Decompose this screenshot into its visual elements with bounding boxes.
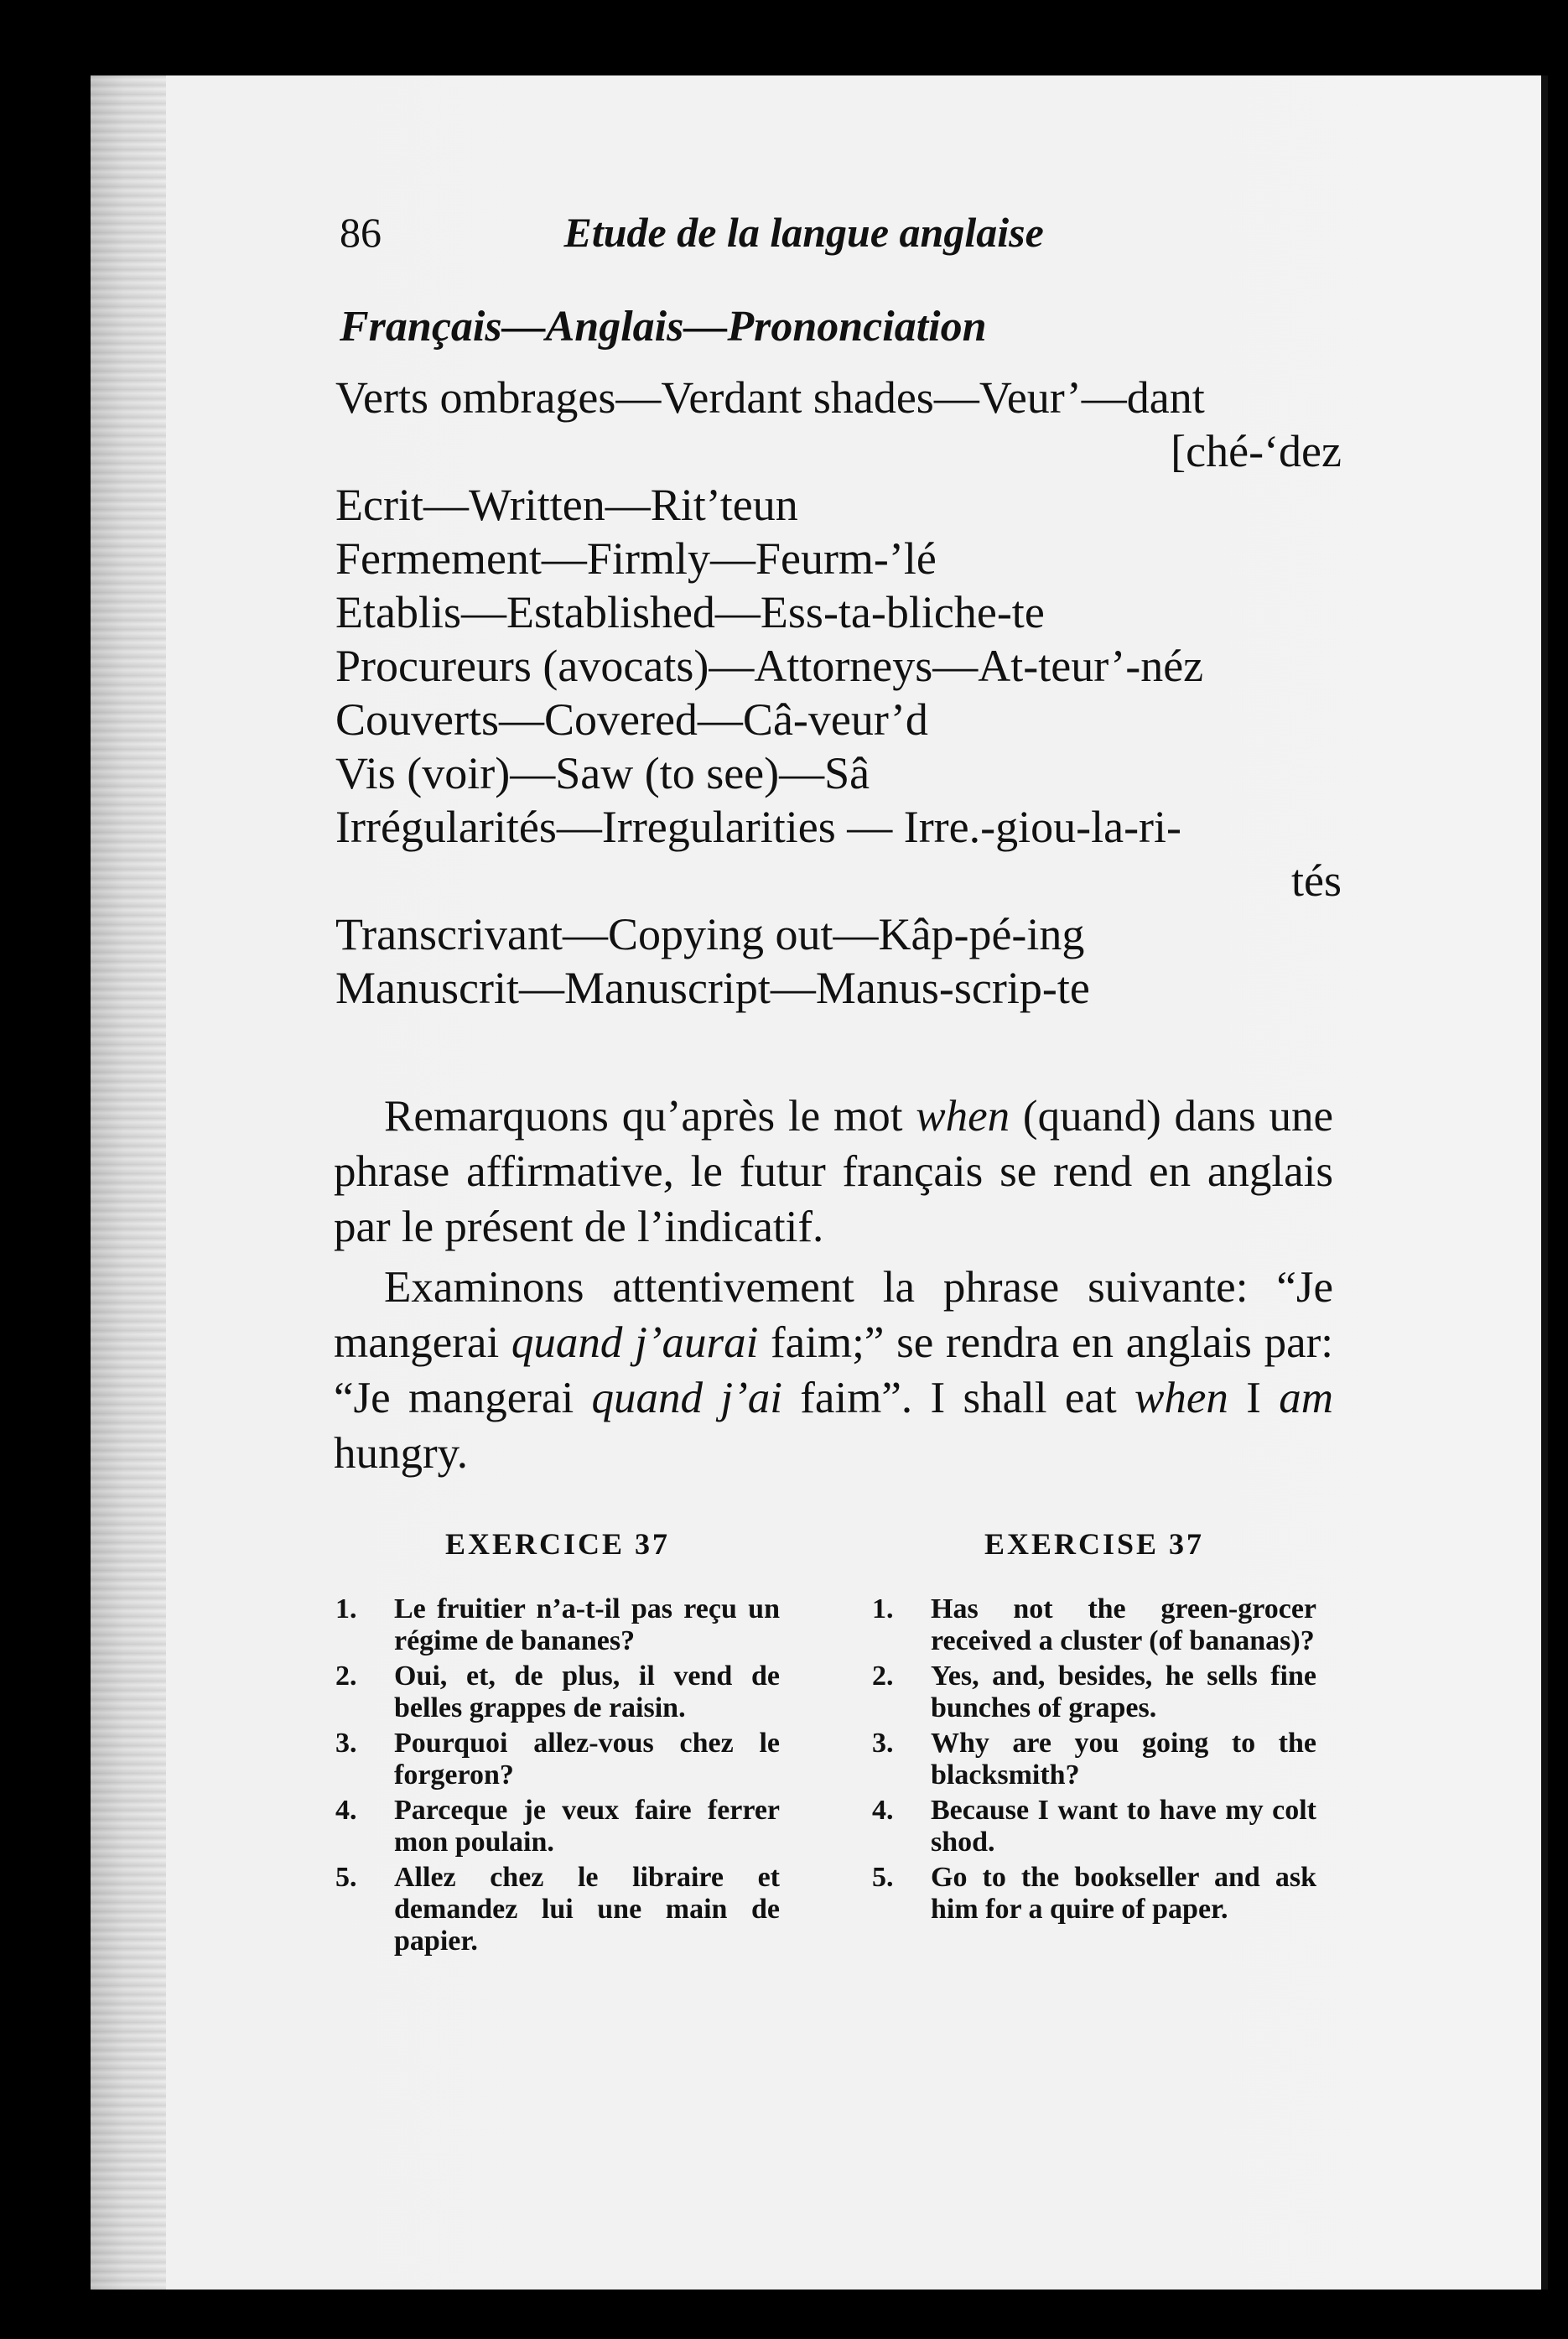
vocab-line: Etablis—Established—Ess-ta-bliche-te: [335, 587, 1045, 637]
vocab-line: Transcrivant—Copying out—Kâp-pé-ing: [335, 909, 1085, 959]
exercise-item: 4. Because I want to have my colt shod.: [872, 1795, 1316, 1858]
vocab-line: Vis (voir)—Saw (to see)—Sâ: [335, 748, 870, 798]
exercise-item: 2. Oui, et, de plus, il vend de belles grappes de raisin.: [335, 1661, 780, 1723]
vocabulary-list: [335, 371, 1342, 1015]
paragraph-remarque: Remarquons qu’après le mot when (quand) dans une phrase affirmative, le futur français se rend en anglais par le présent de l’indicatif.: [334, 1092, 1333, 1251]
exercise-item: 3. Pourquoi allez-vous chez le forgeron?: [335, 1728, 780, 1791]
exercise-item: 4. Parceque je veux faire ferrer mon poulain.: [335, 1795, 780, 1858]
exercise-item: 5. Allez chez le libraire et demandez lui une main de papier.: [335, 1862, 780, 1957]
section-heading: Français—Anglais—Prononciation: [340, 303, 987, 351]
exercise-french-heading: EXERCICE 37: [444, 1527, 671, 1561]
vocab-line: Procureurs (avocats)—Attorneys—At-teur’-néz: [335, 641, 1204, 691]
vocab-line: Manuscrit—Manuscript—Manus-scrip-te: [335, 963, 1090, 1013]
exercise-item: 3. Why are you going to the blacksmith?: [872, 1728, 1316, 1791]
exercise-item: 1. Le fruitier n’a-t-il pas reçu un régime de bananes?: [335, 1593, 780, 1656]
paragraph-examinons: Examinons attentivement la phrase suivante: “Je mangerai quand j’aurai faim;” se rendra en anglais par: “Je mangerai quand j’ai faim”. I shall eat when I am hungry.: [334, 1263, 1333, 1478]
vocab-line-continuation: tés: [1291, 855, 1342, 906]
vocab-line: Ecrit—Written—Rit’teun: [335, 480, 798, 530]
vocab-line: Fermement—Firmly—Feurm-’lé: [335, 533, 937, 584]
vocab-line: Couverts—Covered—Câ-veur’d: [335, 694, 928, 745]
exercise-english-heading: EXERCISE 37: [984, 1527, 1205, 1561]
vocab-line: Irrégularités—Irregularities — Irre.-giou-la-ri-: [335, 802, 1182, 852]
exercise-item: 2. Yes, and, besides, he sells fine bunches of grapes.: [872, 1661, 1316, 1723]
page-number: 86: [340, 209, 382, 256]
vocab-line-continuation: [ché-‘dez: [1171, 426, 1342, 476]
exercise-item: 5. Go to the bookseller and ask him for a quire of paper.: [872, 1862, 1316, 1925]
exercise-item: 1. Has not the green-grocer received a cluster (of bananas)?: [872, 1593, 1316, 1656]
running-title: Etude de la langue anglaise: [563, 209, 1044, 256]
exercise-french-column: [335, 1526, 780, 1961]
page-right-border: [1541, 75, 1548, 2290]
running-header: [340, 208, 1044, 257]
page-gutter-shadow: [91, 75, 166, 2290]
exercise-english-column: [872, 1526, 1316, 1929]
vocab-line: Verts ombrages—Verdant shades—Veur’—dant: [335, 372, 1205, 423]
